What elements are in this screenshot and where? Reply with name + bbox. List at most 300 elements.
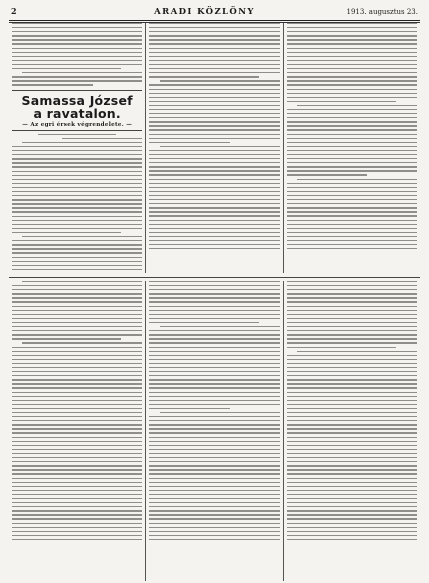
text-line (12, 43, 142, 44)
text-line (149, 506, 279, 507)
text-line (287, 367, 417, 368)
text-line (149, 64, 279, 65)
text-line (287, 478, 417, 479)
text-line (287, 355, 417, 356)
text-line (12, 297, 142, 298)
text-line (287, 232, 417, 233)
text-line (12, 469, 142, 470)
text-line (12, 506, 142, 507)
text-line (287, 27, 417, 28)
text-line (149, 375, 279, 376)
text-line (287, 506, 417, 507)
text-line (12, 420, 142, 421)
text-line (12, 461, 142, 462)
text-line (149, 195, 279, 196)
text-line (12, 437, 142, 438)
text-line (149, 224, 279, 225)
text-line (287, 68, 417, 69)
text-line (287, 166, 417, 167)
text-line (287, 473, 417, 474)
text-line (22, 72, 142, 73)
paper-title: ARADI KÖZLÖNY (154, 7, 255, 17)
text-line (12, 216, 142, 217)
text-line (12, 314, 142, 315)
text-line (22, 281, 142, 282)
text-line (149, 191, 279, 192)
text-line (149, 449, 279, 450)
column-left-lower (9, 281, 145, 581)
text-line (149, 461, 279, 462)
text-line (287, 338, 417, 339)
text-line (149, 510, 279, 511)
text-line (149, 109, 279, 110)
text-line (287, 60, 417, 61)
text-line (149, 523, 279, 524)
text-line (287, 195, 417, 196)
text-line (149, 518, 279, 519)
text-line (287, 416, 417, 417)
text-line (12, 84, 93, 85)
text-line (287, 523, 417, 524)
text-line (287, 441, 417, 442)
text-line (149, 432, 279, 433)
text-line (287, 301, 417, 302)
text-line (149, 97, 279, 98)
text-line (12, 285, 142, 286)
text-line (12, 486, 142, 487)
text-line (149, 494, 279, 495)
text-line (287, 35, 417, 36)
text-line (12, 478, 142, 479)
text-line (12, 334, 142, 335)
text-line (12, 531, 142, 532)
text-line (287, 56, 417, 57)
text-line (149, 117, 279, 118)
text-line (12, 392, 142, 393)
text-line (12, 60, 142, 61)
text-line (287, 129, 417, 130)
text-line (12, 293, 142, 294)
text-line (12, 171, 142, 172)
text-line (149, 469, 279, 470)
text-line (287, 113, 417, 114)
text-line (12, 48, 142, 49)
text-line (149, 179, 279, 180)
text-line (287, 514, 417, 515)
text-line (38, 134, 116, 135)
text-line (149, 125, 279, 126)
article-headline-box (12, 90, 142, 131)
text-line (12, 453, 142, 454)
text-line (149, 330, 279, 331)
text-line (149, 383, 279, 384)
text-line (149, 35, 279, 36)
text-line (287, 84, 417, 85)
text-line (12, 367, 142, 368)
text-line (149, 404, 279, 405)
text-line (12, 518, 142, 519)
text-line (12, 432, 142, 433)
text-line (12, 494, 142, 495)
text-line (149, 535, 279, 536)
text-line (287, 170, 417, 171)
text-line (287, 322, 417, 323)
text-line (287, 228, 417, 229)
text-line (12, 31, 142, 32)
text-line (149, 72, 279, 73)
text-line (149, 232, 279, 233)
text-line (149, 60, 279, 61)
text-line (149, 396, 279, 397)
text-line (149, 445, 279, 446)
text-line (287, 199, 417, 200)
text-line (149, 437, 279, 438)
text-line (149, 498, 279, 499)
text-line (287, 527, 417, 528)
article-body (12, 134, 142, 273)
text-line (149, 347, 279, 348)
text-line (12, 211, 142, 212)
text-line (287, 371, 417, 372)
text-line (12, 261, 142, 262)
text-line (287, 89, 417, 90)
text-line (287, 359, 417, 360)
text-line (12, 396, 142, 397)
column-left (9, 23, 145, 273)
text-line (12, 359, 142, 360)
text-line (12, 207, 142, 208)
text-line (149, 101, 279, 102)
text-line (287, 187, 417, 188)
text-line (287, 240, 417, 241)
text-line (287, 220, 417, 221)
text-line (149, 174, 279, 175)
text-line (12, 502, 142, 503)
text-line (149, 371, 279, 372)
text-line (149, 43, 279, 44)
text-line (149, 301, 279, 302)
text-line (287, 183, 417, 184)
text-line (149, 514, 279, 515)
column-right-lower (283, 281, 420, 581)
text-line (287, 412, 417, 413)
text-line (12, 318, 142, 319)
text-line (287, 154, 417, 155)
text-line (149, 527, 279, 528)
text-line (12, 363, 142, 364)
text-line (12, 224, 142, 225)
text-line (149, 76, 258, 77)
text-line (12, 23, 142, 24)
text-line (12, 387, 142, 388)
text-line (287, 310, 417, 311)
text-line (287, 39, 417, 40)
text-line (12, 449, 142, 450)
text-line (12, 428, 142, 429)
text-line (12, 400, 142, 401)
text-line (12, 183, 142, 184)
text-line (12, 240, 142, 241)
text-line (149, 318, 279, 319)
text-line (287, 31, 417, 32)
text-line (287, 285, 417, 286)
text-line (12, 539, 142, 540)
text-line (149, 310, 279, 311)
text-line (287, 424, 417, 425)
text-line (149, 244, 279, 245)
text-line (149, 400, 279, 401)
text-line (12, 465, 142, 466)
text-line (149, 166, 279, 167)
text-line (12, 220, 142, 221)
text-line (149, 134, 279, 135)
headline-line-2: a ravatalon. (33, 105, 121, 121)
text-line (12, 482, 142, 483)
text-line (287, 404, 417, 405)
text-line (287, 347, 396, 348)
lower-columns (9, 277, 420, 581)
text-line (12, 244, 142, 245)
text-line (149, 338, 279, 339)
text-line (287, 420, 417, 421)
text-line (12, 175, 142, 176)
text-line (149, 424, 279, 425)
text-line (12, 76, 142, 77)
text-line (149, 334, 279, 335)
column-right (283, 23, 420, 273)
text-line (149, 84, 279, 85)
text-line (287, 502, 417, 503)
text-line (160, 326, 280, 327)
text-line (149, 215, 279, 216)
text-line (12, 498, 142, 499)
text-line (149, 363, 279, 364)
text-line (12, 326, 142, 327)
text-line (149, 297, 279, 298)
text-line (287, 244, 417, 245)
text-line (149, 420, 279, 421)
masthead (9, 6, 420, 21)
text-line (149, 281, 279, 282)
text-line (287, 453, 417, 454)
text-line (149, 31, 279, 32)
text-line (149, 351, 279, 352)
text-line (287, 64, 417, 65)
text-line (149, 207, 279, 208)
text-line (149, 355, 279, 356)
text-line (287, 392, 417, 393)
text-line (149, 27, 279, 28)
text-line (149, 359, 279, 360)
text-line (287, 101, 396, 102)
text-line (287, 449, 417, 450)
text-line (149, 285, 279, 286)
text-line (287, 281, 417, 282)
text-line (287, 80, 417, 81)
text-line (12, 310, 142, 311)
article-subhead: — Az egri érsek végrendelete. — (22, 121, 133, 128)
text-line (287, 146, 417, 147)
text-line (160, 80, 280, 81)
text-line (287, 342, 417, 343)
text-line (149, 457, 279, 458)
text-line (149, 293, 279, 294)
text-line (287, 396, 417, 397)
text-line (12, 154, 142, 155)
text-line (12, 347, 142, 348)
text-line (12, 150, 142, 151)
text-line (287, 72, 417, 73)
text-line (149, 478, 279, 479)
text-line (287, 207, 417, 208)
text-line (149, 441, 279, 442)
text-line (297, 105, 417, 106)
text-line (12, 64, 142, 65)
text-line (287, 117, 417, 118)
text-block (149, 23, 279, 249)
text-line (287, 289, 417, 290)
text-line (160, 412, 280, 413)
text-line (12, 445, 142, 446)
text-line (287, 326, 417, 327)
text-line (12, 228, 142, 229)
text-line (12, 351, 142, 352)
text-line (12, 404, 142, 405)
text-line (12, 523, 142, 524)
text-line (12, 457, 142, 458)
text-line (149, 154, 279, 155)
text-line (287, 248, 417, 249)
text-line (149, 428, 279, 429)
text-line (12, 379, 142, 380)
text-line (287, 224, 417, 225)
text-line (12, 301, 142, 302)
text-line (12, 383, 142, 384)
text-line (12, 252, 142, 253)
text-line (287, 379, 417, 380)
text-line (12, 306, 142, 307)
text-line (149, 392, 279, 393)
text-line (12, 375, 142, 376)
text-line (149, 367, 279, 368)
text-line (12, 412, 142, 413)
text-line (12, 158, 142, 159)
headline-line-1: Samassa József (21, 92, 133, 108)
text-line (12, 27, 142, 28)
text-line (149, 183, 279, 184)
text-line (149, 342, 279, 343)
text-line (287, 408, 417, 409)
text-line (287, 211, 417, 212)
text-line (149, 89, 279, 90)
text-line (149, 539, 279, 540)
text-line (287, 215, 417, 216)
text-line (287, 363, 417, 364)
text-line (12, 355, 142, 356)
text-line (149, 236, 279, 237)
text-line (12, 56, 142, 57)
text-line (12, 416, 142, 417)
text-line (287, 510, 417, 511)
text-line (149, 289, 279, 290)
text-line (149, 105, 279, 106)
text-line (12, 527, 142, 528)
text-line (287, 48, 417, 49)
text-line (287, 297, 417, 298)
text-line (12, 265, 142, 266)
text-line (287, 23, 417, 24)
column-middle-lower (145, 281, 282, 581)
issue-date: 1913. augusztus 23. (346, 8, 418, 16)
text-line (287, 461, 417, 462)
text-line (160, 146, 280, 147)
text-line (149, 52, 279, 53)
text-line (12, 490, 142, 491)
text-line (149, 314, 279, 315)
text-line (149, 158, 279, 159)
text-line (287, 158, 417, 159)
text-line (297, 179, 417, 180)
text-line (12, 39, 142, 40)
text-line (12, 35, 142, 36)
text-line (287, 203, 417, 204)
text-block (12, 281, 142, 540)
text-line (149, 93, 279, 94)
text-line (12, 408, 142, 409)
text-line (149, 142, 230, 143)
text-line (22, 142, 142, 143)
text-line (287, 330, 417, 331)
text-line (149, 482, 279, 483)
text-line (287, 174, 368, 175)
text-line (149, 187, 279, 188)
text-line (287, 191, 417, 192)
text-line (12, 257, 142, 258)
text-line (287, 482, 417, 483)
text-line (149, 199, 279, 200)
text-line (12, 514, 142, 515)
text-line (149, 121, 279, 122)
text-line (12, 248, 142, 249)
text-line (287, 334, 417, 335)
text-line (149, 203, 279, 204)
text-line (12, 187, 142, 188)
text-line (287, 52, 417, 53)
text-line (12, 441, 142, 442)
text-line (287, 531, 417, 532)
text-line (149, 248, 279, 249)
text-line (287, 375, 417, 376)
text-line (149, 306, 279, 307)
text-line (12, 424, 142, 425)
text-line (287, 138, 417, 139)
text-line (149, 68, 279, 69)
text-line (149, 490, 279, 491)
text-line (287, 457, 417, 458)
text-line (12, 52, 142, 53)
text-line (12, 322, 142, 323)
text-line (12, 338, 121, 339)
text-line (149, 240, 279, 241)
text-block (287, 281, 417, 540)
text-line (12, 330, 142, 331)
text-block (287, 23, 417, 249)
text-line (149, 416, 279, 417)
text-line (149, 220, 279, 221)
text-line (149, 387, 279, 388)
text-line (12, 179, 142, 180)
text-line (287, 518, 417, 519)
